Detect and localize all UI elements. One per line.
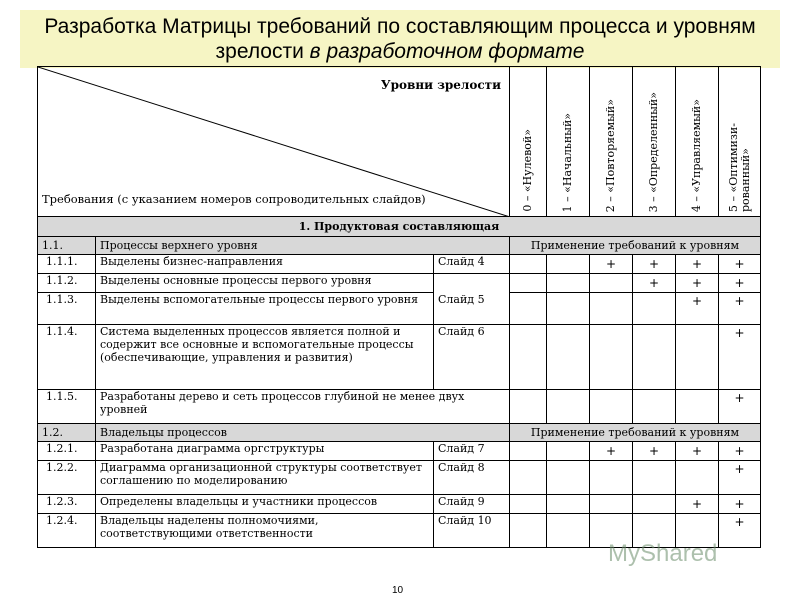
table-cell: Слайд 4 (434, 255, 510, 274)
level-mark-cell: + (633, 274, 676, 293)
table-row (38, 442, 761, 461)
group-title: Владельцы процессов (96, 424, 510, 442)
level-header-2: 2 – «Повторяемый» (590, 67, 633, 217)
level-mark-cell (590, 274, 633, 293)
level-mark-cell (633, 293, 676, 325)
table-cell: 1.1.5. (38, 390, 96, 424)
table-cell: Владельцы наделены полномочиями, соответствующими ответственности (96, 514, 434, 548)
level-mark-cell: + (590, 442, 633, 461)
level-mark-cell (510, 442, 547, 461)
level-mark-cell (547, 255, 590, 274)
table-cell: Слайд 5 (434, 274, 510, 325)
level-mark-cell (633, 461, 676, 495)
page-number: 10 (392, 585, 404, 596)
section-title: 1. Продуктовая составляющая (38, 217, 761, 237)
table-row (38, 325, 761, 390)
level-mark-cell (547, 495, 590, 514)
level-mark-cell (510, 293, 547, 325)
table-cell: Выделены бизнес-направления (96, 255, 434, 274)
level-mark-cell: + (676, 255, 719, 274)
level-mark-cell: + (719, 495, 761, 514)
level-mark-cell: + (719, 274, 761, 293)
level-mark-cell: + (633, 255, 676, 274)
level-mark-cell: + (719, 461, 761, 495)
table-cell: Слайд 6 (434, 325, 510, 390)
table-cell: Выделены вспомогательные процессы первого уровня (96, 293, 434, 325)
table-cell: 1.2.3. (38, 495, 96, 514)
table-cell: Разработаны дерево и сеть процессов глубиной не менее двух уровней (96, 390, 510, 424)
table-cell: Система выделенных процессов является полной и содержит все основные и вспомогательные процессы (обеспечивающие, управления и развития) (96, 325, 434, 390)
header-corner-cell (38, 67, 510, 217)
level-mark-cell (510, 514, 547, 548)
table-cell: 1.1.4. (38, 325, 96, 390)
level-header-1: 1 – «Начальный» (547, 67, 590, 217)
table-cell: 1.2.1. (38, 442, 96, 461)
level-mark-cell: + (676, 495, 719, 514)
requirements-label: Требования (с указанием номеров сопроводительных слайдов) (42, 192, 426, 206)
table-row (38, 461, 761, 495)
table-row (38, 495, 761, 514)
level-mark-cell: + (719, 325, 761, 390)
level-mark-cell (547, 390, 590, 424)
table-cell: 1.1.1. (38, 255, 96, 274)
table-cell: Определены владельцы и участники процессов (96, 495, 434, 514)
level-mark-cell: + (719, 390, 761, 424)
level-header-5: 5 – «Оптимизи-рованный» (719, 67, 761, 217)
level-mark-cell (590, 325, 633, 390)
table-cell: 1.2.4. (38, 514, 96, 548)
level-header-4: 4 – «Управляемый» (676, 67, 719, 217)
level-mark-cell: + (719, 514, 761, 548)
table-cell: Диаграмма организационной структуры соответствует соглашению по моделированию (96, 461, 434, 495)
level-mark-cell (547, 461, 590, 495)
level-mark-cell (633, 495, 676, 514)
level-mark-cell (676, 325, 719, 390)
level-mark-cell: + (719, 293, 761, 325)
group-number: 1.2. (38, 424, 96, 442)
title-line2-italic: в разработочном формате (303, 40, 585, 63)
table-cell: Слайд 9 (434, 495, 510, 514)
table-row (38, 293, 761, 325)
level-mark-cell (633, 325, 676, 390)
level-mark-cell: + (633, 442, 676, 461)
level-mark-cell (510, 325, 547, 390)
table-cell: Слайд 8 (434, 461, 510, 495)
requirements-matrix (37, 66, 761, 548)
level-mark-cell (590, 461, 633, 495)
table-cell: 1.1.3. (38, 293, 96, 325)
group-title: Процессы верхнего уровня (96, 237, 510, 255)
title-line1: Разработка Матрицы требований по составляющим процесса и уровням (44, 15, 756, 38)
watermark-logo: MyShared (608, 540, 718, 567)
level-mark-cell (510, 495, 547, 514)
table-row (38, 274, 761, 293)
level-mark-cell (547, 514, 590, 548)
table-cell: Слайд 10 (434, 514, 510, 548)
level-mark-cell (547, 442, 590, 461)
table-cell: 1.2.2. (38, 461, 96, 495)
level-mark-cell (676, 390, 719, 424)
level-mark-cell (547, 293, 590, 325)
group-number: 1.1. (38, 237, 96, 255)
level-mark-cell: + (590, 255, 633, 274)
table-row (38, 390, 761, 424)
slide-title (20, 10, 780, 68)
level-mark-cell: + (719, 255, 761, 274)
title-line2: зрелости (215, 40, 304, 63)
table-cell: Слайд 7 (434, 442, 510, 461)
table-row (38, 255, 761, 274)
level-mark-cell: + (676, 293, 719, 325)
level-mark-cell (547, 274, 590, 293)
table-cell: Выделены основные процессы первого уровня (96, 274, 434, 293)
level-mark-cell (676, 461, 719, 495)
group-apply-label: Применение требований к уровням (510, 424, 761, 442)
maturity-levels-label: Уровни зрелости (380, 78, 501, 92)
group-apply-label: Применение требований к уровням (510, 237, 761, 255)
level-mark-cell (633, 390, 676, 424)
level-mark-cell (510, 274, 547, 293)
level-header-0: 0 – «Нулевой» (510, 67, 547, 217)
table-cell: Разработана диаграмма оргструктуры (96, 442, 434, 461)
level-mark-cell: + (676, 274, 719, 293)
level-mark-cell (590, 390, 633, 424)
level-mark-cell: + (719, 442, 761, 461)
table-cell: 1.1.2. (38, 274, 96, 293)
level-mark-cell (590, 495, 633, 514)
level-mark-cell (590, 293, 633, 325)
level-mark-cell (510, 390, 547, 424)
level-mark-cell (547, 325, 590, 390)
level-mark-cell (510, 461, 547, 495)
level-mark-cell (510, 255, 547, 274)
level-mark-cell: + (676, 442, 719, 461)
level-header-3: 3 – «Определенный» (633, 67, 676, 217)
